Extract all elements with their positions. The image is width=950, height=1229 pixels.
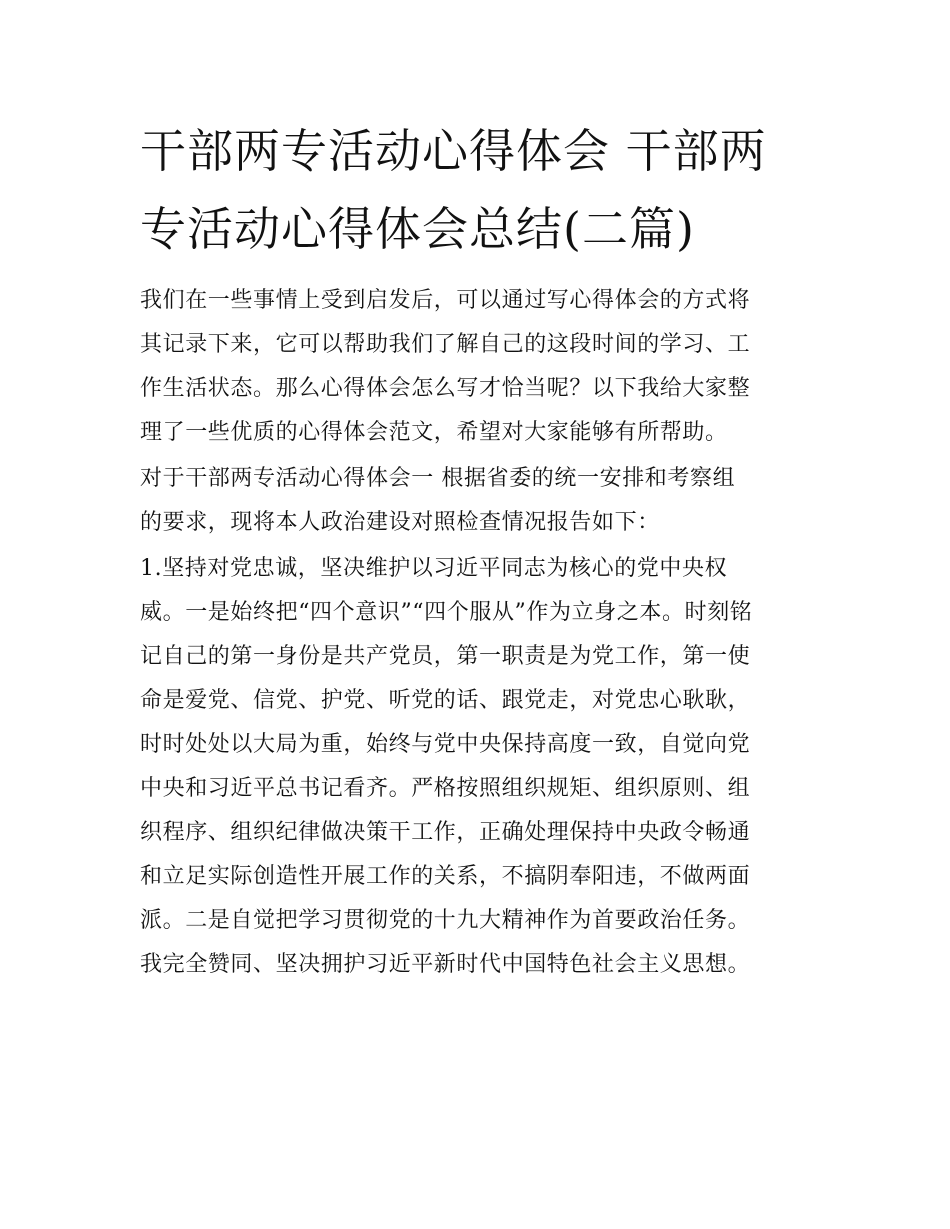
paragraph-report-intro xyxy=(140,457,830,545)
title-line: 干部两专活动心得体会 干部两 xyxy=(140,124,767,178)
text-line: 我们在一些事情上受到启发后，可以通过写心得体会的方式将 xyxy=(140,288,751,313)
text-line: 的要求，现将本人政治建设对照检查情况报告如下： xyxy=(140,510,660,535)
paragraph-section-1 xyxy=(140,547,830,987)
text-line: 记自己的第一身份是共产党员，第一职责是为党工作，第一使 xyxy=(140,644,751,669)
document-body xyxy=(140,279,830,987)
text-line: 织程序、组织纪律做决策干工作，正确处理保持中央政令畅通 xyxy=(140,820,751,845)
text-line: 我完全赞同、坚决拥护习近平新时代中国特色社会主义思想。 xyxy=(140,952,751,977)
document-title xyxy=(140,112,820,268)
text-line: 作生活状态。那么心得体会怎么写才恰当呢？以下我给大家整 xyxy=(140,376,751,401)
text-line: 其记录下来，它可以帮助我们了解自己的这段时间的学习、工 xyxy=(140,332,751,357)
text-line: 1.坚持对党忠诚，坚决维护以习近平同志为核心的党中央权 xyxy=(140,556,728,581)
text-line: 和立足实际创造性开展工作的关系，不搞阴奉阳违，不做两面 xyxy=(140,864,751,889)
title-line: 专活动心得体会总结(二篇) xyxy=(140,202,695,256)
text-line: 中央和习近平总书记看齐。严格按照组织规矩、组织原则、组 xyxy=(140,776,751,801)
text-line: 威。一是始终把“四个意识”“四个服从”作为立身之本。时刻铭 xyxy=(140,600,753,625)
text-line: 时时处处以大局为重，始终与党中央保持高度一致，自觉向党 xyxy=(140,732,751,757)
text-line: 命是爱党、信党、护党、听党的话、跟党走，对党忠心耿耿， xyxy=(140,688,751,713)
text-line: 对于干部两专活动心得体会一 根据省委的统一安排和考察组 xyxy=(140,466,736,491)
text-line: 派。二是自觉把学习贯彻党的十九大精神作为首要政治任务。 xyxy=(140,908,751,933)
paragraph-intro xyxy=(140,279,830,455)
text-line: 理了一些优质的心得体会范文，希望对大家能够有所帮助。 xyxy=(140,420,728,445)
